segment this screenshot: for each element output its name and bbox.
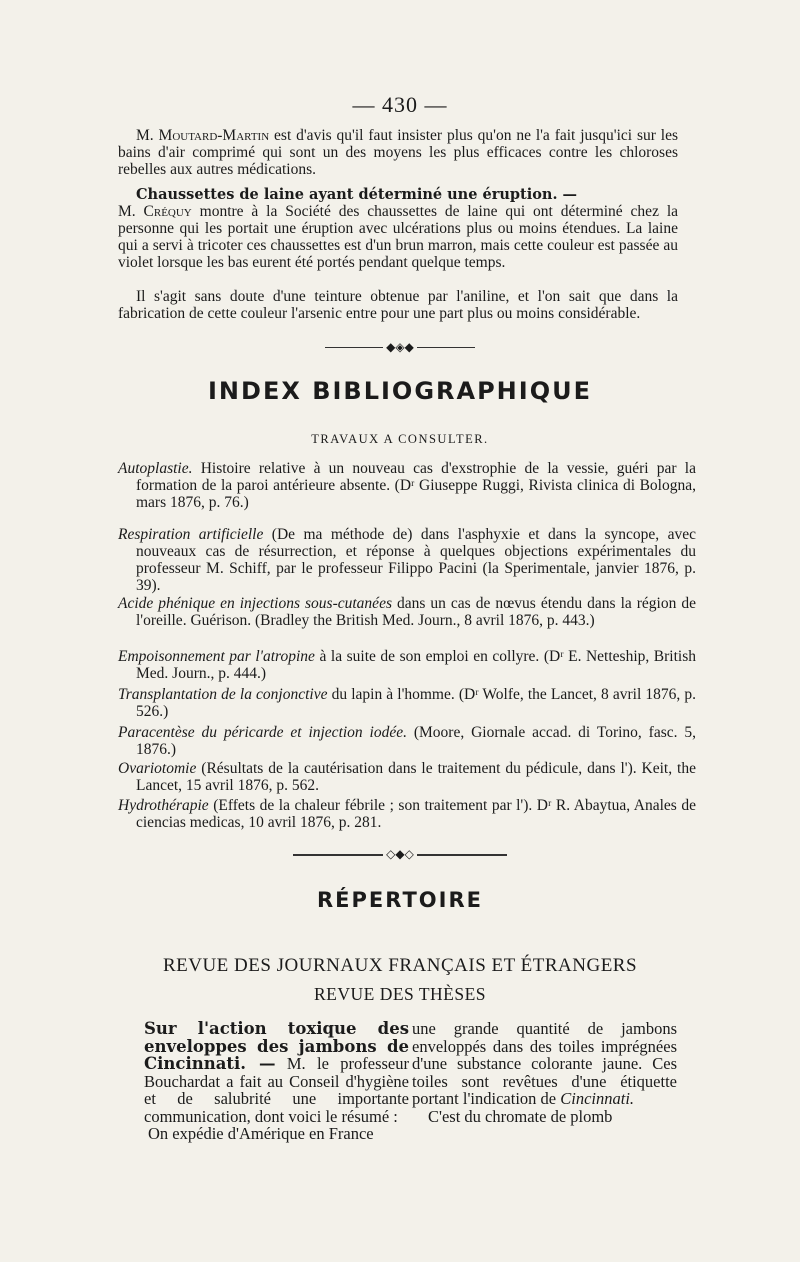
- biblio-entry: [118, 686, 696, 720]
- ornament-icon: ◇◆◇: [386, 847, 414, 861]
- entry-title: Respiration artificielle: [118, 526, 264, 543]
- index-heading: INDEX BIBLIOGRAPHIQUE: [208, 377, 592, 405]
- page-number: — 430 —: [352, 92, 448, 117]
- socks-author: M. Créquy: [118, 203, 192, 220]
- socks-paragraph-2: Il s'agit sans doute d'une teinture obtenue par l'aniline, et l'on sait que dans la fabrication de cette couleur l'arsenic entre pour une part plus ou moins considérable.: [118, 288, 678, 322]
- repertoire-heading: RÉPERTOIRE: [317, 888, 483, 912]
- ornament-icon: ◆◈◆: [386, 340, 414, 354]
- entry-text: Histoire relative à un nouveau cas d'exstrophie de la vessie, guéri par la formation de la paroi antérieure absente. (Dʳ Giuseppe Ruggi, Rivista clinica di Bologna, mars 1876, p. 76.): [136, 460, 696, 511]
- entry-title: Empoisonnement par l'atropine: [118, 648, 315, 665]
- right-column: [412, 1020, 677, 1125]
- left-column-title: Sur l'action toxique des enveloppes des jambons de Cincinnati. —: [144, 1019, 409, 1073]
- right-column-text-2: C'est du chromate de plomb: [428, 1106, 613, 1126]
- biblio-entry: [118, 724, 696, 758]
- entry-text: (Moore, Giornale accad. di Torino, fasc. 5, 1876.): [136, 724, 696, 758]
- entry-title: Acide phénique en injections sous-cutanées: [118, 595, 392, 612]
- entry-text: du lapin à l'homme. (Dʳ Wolfe, the Lancet, 8 avril 1876, p. 526.): [136, 686, 696, 720]
- revue-theses-heading: REVUE DES THÈSES: [314, 984, 486, 1004]
- entry-title: Transplantation de la conjonctive: [118, 686, 328, 703]
- left-column: [144, 1020, 409, 1143]
- biblio-entry: [118, 760, 696, 794]
- entry-text: à la suite de son emploi en collyre. (Dʳ E. Netteship, British Med. Journ., p. 444.): [136, 648, 696, 682]
- biblio-entry: [118, 460, 696, 511]
- biblio-entry: [118, 526, 696, 594]
- revue-journaux-heading: REVUE DES JOURNAUX FRANÇAIS ET ÉTRANGERS: [162, 955, 638, 976]
- entry-text: (Résultats de la cautérisation dans le traitement du pédicule, dans l'). Keit, the Lancet, 15 avril 1876, p. 562.: [136, 760, 696, 794]
- intro-text: est d'avis qu'il faut insister plus qu'on ne l'a fait jusqu'ici sur les bains d'air comprimé qui sont un des moyens les plus efficaces contre les chloroses rebelles aux autres médications.: [118, 127, 679, 178]
- ornament-divider: [310, 340, 490, 355]
- entry-title: Ovariotomie: [118, 760, 197, 777]
- socks-text: montre à la Société des chaussettes de laine qui ont déterminé chez la personne qui les portait une éruption avec ulcérations plus ou moins étendues. La laine qui a servi à tricoter ces chaussettes est d'un brun marron, mais cette couleur est passée au violet lorsque les bas eurent été portés pendant quelque temps.: [118, 203, 679, 271]
- entry-title: Autoplastie.: [118, 460, 193, 477]
- left-column-text-2: On expédie d'Amérique en France: [148, 1124, 374, 1143]
- entry-title: Paracentèse du péricarde et injection iodée.: [118, 724, 407, 741]
- ornament-divider: [280, 847, 520, 862]
- right-column-italic: Cincinnati.: [560, 1089, 635, 1108]
- left-column-text: M. le professeur Bouchardat a fait au Conseil d'hygiène et de salubrité une importante communication, dont voici le résumé :: [144, 1054, 409, 1126]
- entry-text: dans un cas de nœvus étendu dans la région de l'oreille. Guérison. (Bradley the British Med. Journ., 8 avril 1876, p. 443.): [136, 595, 697, 629]
- entry-text: (Effets de la chaleur fébrile ; son traitement par l'). Dʳ R. Abaytua, Anales de ciencias medicas, 10 avril 1876, p. 281.: [136, 797, 696, 831]
- travaux-heading: TRAVAUX A CONSULTER.: [311, 432, 489, 446]
- right-column-text: une grande quantité de jambons enveloppés dans des toiles imprégnées d'une substance colorante jaune. Ces toiles sont revêtues d'une étiquette portant l'indication de: [412, 1019, 677, 1108]
- socks-paragraph: [118, 186, 678, 271]
- entry-text: (De ma méthode de) dans l'asphyxie et dans la syncope, avec nouveaux cas de résurrection, et réponse à quelques objections expérimentales du professeur M. Schiff, par le professeur Filippo Pacini (la Sperimentale, janvier 1876, p. 39).: [136, 526, 696, 594]
- intro-author: M. Moutard-Martin: [136, 127, 270, 144]
- entry-title: Hydrothérapie: [118, 797, 209, 814]
- biblio-entry: [118, 648, 696, 682]
- intro-paragraph: [118, 127, 678, 178]
- biblio-entry: [118, 797, 696, 831]
- socks-title: Chaussettes de laine ayant déterminé une éruption. —: [136, 186, 578, 203]
- biblio-entry: [118, 595, 696, 629]
